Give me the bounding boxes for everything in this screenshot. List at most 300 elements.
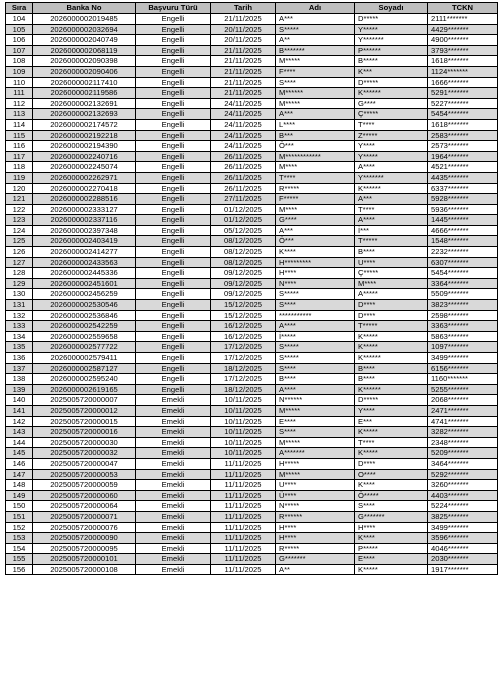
cell-tarih: 18/12/2025 (211, 363, 276, 374)
table-row (6, 490, 498, 501)
cell-sira: 125 (6, 236, 33, 247)
cell-tckn: 6156******* (428, 363, 498, 374)
cell-tarih: 11/11/2025 (211, 511, 276, 522)
cell-sira: 150 (6, 501, 33, 512)
cell-sira: 132 (6, 310, 33, 321)
cell-soyadi: Y**** (355, 141, 428, 152)
cell-tarih: 09/12/2025 (211, 278, 276, 289)
column-header-tarih: Tarih (211, 3, 276, 14)
cell-soyadi: Y******* (355, 35, 428, 46)
table-row (6, 257, 498, 268)
cell-tarih: 20/11/2025 (211, 24, 276, 35)
cell-soyadi: T**** (355, 119, 428, 130)
cell-sira: 143 (6, 427, 33, 438)
cell-banka-no: 2026000002288516 (33, 194, 136, 205)
cell-adi: H**** (276, 268, 355, 279)
cell-tckn: 3823******* (428, 300, 498, 311)
table-row (6, 194, 498, 205)
table-row (6, 405, 498, 416)
cell-adi: Ö*** (276, 141, 355, 152)
cell-adi: A*** (276, 14, 355, 25)
table-row (6, 395, 498, 406)
cell-basvuru-turu: Emekli (136, 469, 211, 480)
table-row (6, 427, 498, 438)
cell-tckn: 2598******* (428, 310, 498, 321)
cell-basvuru-turu: Engelli (136, 278, 211, 289)
cell-tarih: 09/12/2025 (211, 289, 276, 300)
cell-tckn: 1445******* (428, 215, 498, 226)
cell-sira: 121 (6, 194, 33, 205)
cell-adi: A******* (276, 448, 355, 459)
table-row (6, 119, 498, 130)
cell-basvuru-turu: Engelli (136, 268, 211, 279)
cell-tarih: 01/12/2025 (211, 215, 276, 226)
cell-tckn: 5224******* (428, 501, 498, 512)
cell-banka-no: 2026000002174572 (33, 119, 136, 130)
cell-tarih: 21/11/2025 (211, 66, 276, 77)
cell-basvuru-turu: Engelli (136, 225, 211, 236)
cell-adi: M***** (276, 56, 355, 67)
cell-banka-no: 2025005720000064 (33, 501, 136, 512)
cell-soyadi: K****** (355, 384, 428, 395)
table-header (6, 3, 498, 14)
cell-adi: S**** (276, 77, 355, 88)
cell-adi: B******* (276, 45, 355, 56)
cell-adi: M****** (276, 88, 355, 99)
cell-tarih: 11/11/2025 (211, 533, 276, 544)
cell-adi: M***** (276, 98, 355, 109)
cell-basvuru-turu: Engelli (136, 56, 211, 67)
cell-tarih: 11/11/2025 (211, 543, 276, 554)
cell-banka-no: 2026000002595240 (33, 374, 136, 385)
cell-banka-no: 2026000002445336 (33, 268, 136, 279)
cell-tckn: 4429******* (428, 24, 498, 35)
cell-tckn: 5928******* (428, 194, 498, 205)
cell-adi: İ***** (276, 331, 355, 342)
cell-soyadi: K**** (355, 480, 428, 491)
cell-soyadi: A*** (355, 194, 428, 205)
cell-banka-no: 2025005720000053 (33, 469, 136, 480)
cell-tckn: 3596******* (428, 533, 498, 544)
table-row (6, 321, 498, 332)
cell-basvuru-turu: Emekli (136, 458, 211, 469)
cell-tckn: 5292******* (428, 469, 498, 480)
table-row (6, 480, 498, 491)
cell-basvuru-turu: Engelli (136, 183, 211, 194)
cell-banka-no: 2025005720000071 (33, 511, 136, 522)
cell-adi: H**** (276, 533, 355, 544)
table-row (6, 247, 498, 258)
table-row (6, 183, 498, 194)
cell-tckn: 1548******* (428, 236, 498, 247)
cell-tckn: 3464******* (428, 458, 498, 469)
cell-tckn: 4046******* (428, 543, 498, 554)
cell-sira: 130 (6, 289, 33, 300)
cell-adi: H**** (276, 522, 355, 533)
cell-basvuru-turu: Engelli (136, 162, 211, 173)
cell-tckn: 6337******* (428, 183, 498, 194)
cell-sira: 138 (6, 374, 33, 385)
table-row (6, 458, 498, 469)
cell-soyadi: P****** (355, 45, 428, 56)
cell-sira: 140 (6, 395, 33, 406)
cell-adi: R***** (276, 543, 355, 554)
cell-adi: E**** (276, 416, 355, 427)
cell-adi: Ö*** (276, 236, 355, 247)
cell-soyadi: K***** (355, 448, 428, 459)
cell-sira: 115 (6, 130, 33, 141)
cell-sira: 145 (6, 448, 33, 459)
cell-tarih: 16/12/2025 (211, 321, 276, 332)
cell-sira: 112 (6, 98, 33, 109)
table-row (6, 533, 498, 544)
cell-soyadi: D***** (355, 395, 428, 406)
cell-tarih: 11/11/2025 (211, 469, 276, 480)
cell-soyadi: K***** (355, 331, 428, 342)
cell-basvuru-turu: Engelli (136, 98, 211, 109)
cell-adi: S***** (276, 353, 355, 364)
cell-adi: Ü**** (276, 490, 355, 501)
cell-soyadi: K****** (355, 353, 428, 364)
cell-banka-no: 2026000002245074 (33, 162, 136, 173)
cell-banka-no: 2025005720000095 (33, 543, 136, 554)
cell-adi: L**** (276, 119, 355, 130)
cell-tckn: 5454******* (428, 268, 498, 279)
cell-soyadi: E*** (355, 416, 428, 427)
table-row (6, 14, 498, 25)
cell-banka-no: 2026000002032694 (33, 24, 136, 35)
cell-banka-no: 2026000002333127 (33, 204, 136, 215)
cell-basvuru-turu: Emekli (136, 448, 211, 459)
cell-basvuru-turu: Engelli (136, 130, 211, 141)
cell-banka-no: 2026000002403419 (33, 236, 136, 247)
cell-soyadi: K*** (355, 66, 428, 77)
cell-sira: 142 (6, 416, 33, 427)
table-row (6, 469, 498, 480)
cell-basvuru-turu: Emekli (136, 533, 211, 544)
table-row (6, 289, 498, 300)
cell-basvuru-turu: Engelli (136, 14, 211, 25)
cell-soyadi: B**** (355, 374, 428, 385)
table-row (6, 236, 498, 247)
cell-tckn: 2111******* (428, 14, 498, 25)
cell-banka-no: 2026000002579411 (33, 353, 136, 364)
beneficiary-table (5, 2, 498, 575)
cell-soyadi: B***** (355, 56, 428, 67)
cell-tarih: 21/11/2025 (211, 45, 276, 56)
cell-tckn: 4666******* (428, 225, 498, 236)
table-row (6, 109, 498, 120)
cell-tarih: 17/12/2025 (211, 353, 276, 364)
cell-tarih: 17/12/2025 (211, 342, 276, 353)
table-row (6, 45, 498, 56)
cell-tarih: 10/11/2025 (211, 427, 276, 438)
table-row (6, 98, 498, 109)
cell-banka-no: 2026000002192218 (33, 130, 136, 141)
cell-sira: 106 (6, 35, 33, 46)
table-row (6, 77, 498, 88)
cell-banka-no: 2025005720000012 (33, 405, 136, 416)
cell-tarih: 26/11/2025 (211, 162, 276, 173)
cell-banka-no: 2026000002194390 (33, 141, 136, 152)
cell-tarih: 15/12/2025 (211, 300, 276, 311)
cell-tckn: 3363******* (428, 321, 498, 332)
cell-adi: G**** (276, 215, 355, 226)
cell-tarih: 17/12/2025 (211, 374, 276, 385)
cell-basvuru-turu: Engelli (136, 172, 211, 183)
table-row (6, 88, 498, 99)
cell-adi: S***** (276, 24, 355, 35)
cell-soyadi: A**** (355, 215, 428, 226)
cell-sira: 156 (6, 564, 33, 575)
cell-banka-no: 2026000002019485 (33, 14, 136, 25)
cell-banka-no: 2025005720000007 (33, 395, 136, 406)
cell-sira: 104 (6, 14, 33, 25)
cell-soyadi: G**** (355, 98, 428, 109)
cell-basvuru-turu: Engelli (136, 374, 211, 385)
cell-banka-no: 2026000002132691 (33, 98, 136, 109)
cell-adi: F**** (276, 66, 355, 77)
cell-banka-no: 2026000002577722 (33, 342, 136, 353)
table-row (6, 24, 498, 35)
cell-sira: 105 (6, 24, 33, 35)
cell-soyadi: Ç***** (355, 109, 428, 120)
cell-tckn: 5863******* (428, 331, 498, 342)
cell-tckn: 5255******* (428, 384, 498, 395)
cell-basvuru-turu: Engelli (136, 331, 211, 342)
cell-banka-no: 2026000002040749 (33, 35, 136, 46)
cell-tarih: 11/11/2025 (211, 554, 276, 565)
cell-tarih: 10/11/2025 (211, 405, 276, 416)
cell-soyadi: G******* (355, 511, 428, 522)
cell-banka-no: 2025005720000015 (33, 416, 136, 427)
table-row (6, 543, 498, 554)
cell-tckn: 2068******* (428, 395, 498, 406)
cell-soyadi: T***** (355, 236, 428, 247)
cell-soyadi: K**** (355, 533, 428, 544)
cell-tarih: 11/11/2025 (211, 490, 276, 501)
cell-tarih: 21/11/2025 (211, 14, 276, 25)
cell-banka-no: 2026000002240716 (33, 151, 136, 162)
cell-tarih: 11/11/2025 (211, 458, 276, 469)
cell-tarih: 10/11/2025 (211, 395, 276, 406)
cell-sira: 135 (6, 342, 33, 353)
cell-sira: 131 (6, 300, 33, 311)
cell-sira: 139 (6, 384, 33, 395)
cell-tarih: 18/12/2025 (211, 384, 276, 395)
cell-sira: 129 (6, 278, 33, 289)
cell-soyadi: D**** (355, 310, 428, 321)
cell-banka-no: 2026000002536846 (33, 310, 136, 321)
cell-tckn: 4900******* (428, 35, 498, 46)
table-row (6, 268, 498, 279)
cell-sira: 111 (6, 88, 33, 99)
cell-tckn: 5227******* (428, 98, 498, 109)
cell-basvuru-turu: Engelli (136, 353, 211, 364)
cell-tarih: 15/12/2025 (211, 310, 276, 321)
cell-tckn: 4521******* (428, 162, 498, 173)
cell-banka-no: 2025005720000059 (33, 480, 136, 491)
cell-basvuru-turu: Emekli (136, 395, 211, 406)
cell-tckn: 5291******* (428, 88, 498, 99)
cell-basvuru-turu: Emekli (136, 427, 211, 438)
cell-tckn: 2573******* (428, 141, 498, 152)
cell-basvuru-turu: Engelli (136, 35, 211, 46)
column-header-tckn: TCKN (428, 3, 498, 14)
cell-basvuru-turu: Engelli (136, 119, 211, 130)
table-row (6, 522, 498, 533)
table-row (6, 130, 498, 141)
cell-basvuru-turu: Emekli (136, 511, 211, 522)
cell-banka-no: 2025005720000016 (33, 427, 136, 438)
cell-banka-no: 2025005720000030 (33, 437, 136, 448)
table-row (6, 278, 498, 289)
cell-tckn: 2348******* (428, 437, 498, 448)
table-row (6, 151, 498, 162)
cell-banka-no: 2026000002132693 (33, 109, 136, 120)
cell-adi: M***** (276, 469, 355, 480)
cell-tarih: 21/11/2025 (211, 77, 276, 88)
cell-soyadi: E**** (355, 554, 428, 565)
cell-banka-no: 2026000002337116 (33, 215, 136, 226)
cell-banka-no: 2026000002456259 (33, 289, 136, 300)
cell-sira: 109 (6, 66, 33, 77)
cell-tckn: 4741******* (428, 416, 498, 427)
cell-sira: 134 (6, 331, 33, 342)
cell-basvuru-turu: Emekli (136, 416, 211, 427)
cell-tckn: 2583******* (428, 130, 498, 141)
cell-basvuru-turu: Emekli (136, 564, 211, 575)
cell-banka-no: 2025005720000090 (33, 533, 136, 544)
cell-basvuru-turu: Emekli (136, 437, 211, 448)
cell-banka-no: 2026000002619165 (33, 384, 136, 395)
cell-adi: S***** (276, 289, 355, 300)
cell-tckn: 1917******* (428, 564, 498, 575)
cell-adi: A**** (276, 384, 355, 395)
cell-banka-no: 2026000002090406 (33, 66, 136, 77)
cell-tckn: 4403******* (428, 490, 498, 501)
cell-soyadi: O**** (355, 469, 428, 480)
cell-sira: 153 (6, 533, 33, 544)
cell-tarih: 24/11/2025 (211, 119, 276, 130)
cell-tarih: 24/11/2025 (211, 109, 276, 120)
cell-sira: 122 (6, 204, 33, 215)
cell-sira: 148 (6, 480, 33, 491)
table-row (6, 374, 498, 385)
cell-basvuru-turu: Engelli (136, 66, 211, 77)
cell-banka-no: 2026000002397348 (33, 225, 136, 236)
cell-basvuru-turu: Engelli (136, 45, 211, 56)
cell-tckn: 3499******* (428, 522, 498, 533)
cell-basvuru-turu: Engelli (136, 215, 211, 226)
cell-tckn: 1618******* (428, 119, 498, 130)
table-row (6, 310, 498, 321)
cell-soyadi: Z***** (355, 130, 428, 141)
cell-tckn: 3282******* (428, 427, 498, 438)
cell-tarih: 08/12/2025 (211, 247, 276, 258)
column-header-adi: Adı (276, 3, 355, 14)
table-row (6, 501, 498, 512)
cell-banka-no: 2025005720000047 (33, 458, 136, 469)
cell-sira: 147 (6, 469, 33, 480)
table-row (6, 564, 498, 575)
table-row (6, 204, 498, 215)
cell-basvuru-turu: Engelli (136, 384, 211, 395)
table-row (6, 342, 498, 353)
cell-tckn: 5209******* (428, 448, 498, 459)
cell-basvuru-turu: Emekli (136, 522, 211, 533)
cell-soyadi: T**** (355, 204, 428, 215)
cell-tckn: 1666******* (428, 77, 498, 88)
cell-banka-no: 2026000002090398 (33, 56, 136, 67)
cell-adi: F***** (276, 194, 355, 205)
cell-adi: A**** (276, 321, 355, 332)
cell-adi: *********** (276, 310, 355, 321)
cell-banka-no: 2026000002559658 (33, 331, 136, 342)
cell-basvuru-turu: Engelli (136, 24, 211, 35)
cell-adi: H********* (276, 257, 355, 268)
cell-basvuru-turu: Engelli (136, 257, 211, 268)
cell-tarih: 27/11/2025 (211, 194, 276, 205)
cell-tarih: 21/11/2025 (211, 56, 276, 67)
table-row (6, 66, 498, 77)
cell-tckn: 1160******* (428, 374, 498, 385)
cell-soyadi: T***** (355, 321, 428, 332)
cell-soyadi: Y***** (355, 151, 428, 162)
cell-banka-no: 2025005720000060 (33, 490, 136, 501)
table-row (6, 554, 498, 565)
cell-adi: H***** (276, 458, 355, 469)
cell-soyadi: Y***** (355, 24, 428, 35)
cell-sira: 117 (6, 151, 33, 162)
cell-banka-no: 2025005720000032 (33, 448, 136, 459)
cell-tarih: 24/11/2025 (211, 98, 276, 109)
cell-sira: 114 (6, 119, 33, 130)
cell-banka-no: 2026000002542259 (33, 321, 136, 332)
cell-basvuru-turu: Engelli (136, 88, 211, 99)
cell-adi: U**** (276, 480, 355, 491)
cell-adi: M************ (276, 151, 355, 162)
cell-sira: 113 (6, 109, 33, 120)
table-row (6, 448, 498, 459)
cell-basvuru-turu: Engelli (136, 321, 211, 332)
cell-tarih: 26/11/2025 (211, 151, 276, 162)
cell-adi: A** (276, 35, 355, 46)
cell-sira: 137 (6, 363, 33, 374)
cell-adi: S**** (276, 427, 355, 438)
cell-adi: M***** (276, 437, 355, 448)
cell-tckn: 3793******* (428, 45, 498, 56)
table-row (6, 363, 498, 374)
cell-banka-no: 2026000002530546 (33, 300, 136, 311)
cell-banka-no: 2026000002414277 (33, 247, 136, 258)
cell-banka-no: 2026000002270418 (33, 183, 136, 194)
cell-sira: 116 (6, 141, 33, 152)
cell-soyadi: S**** (355, 501, 428, 512)
cell-basvuru-turu: Engelli (136, 300, 211, 311)
cell-adi: B**** (276, 374, 355, 385)
cell-basvuru-turu: Engelli (136, 236, 211, 247)
cell-soyadi: Ç***** (355, 268, 428, 279)
cell-sira: 127 (6, 257, 33, 268)
cell-sira: 149 (6, 490, 33, 501)
table-row (6, 511, 498, 522)
table-body (6, 14, 498, 575)
cell-basvuru-turu: Engelli (136, 289, 211, 300)
cell-sira: 146 (6, 458, 33, 469)
cell-tarih: 08/12/2025 (211, 257, 276, 268)
cell-basvuru-turu: Emekli (136, 501, 211, 512)
